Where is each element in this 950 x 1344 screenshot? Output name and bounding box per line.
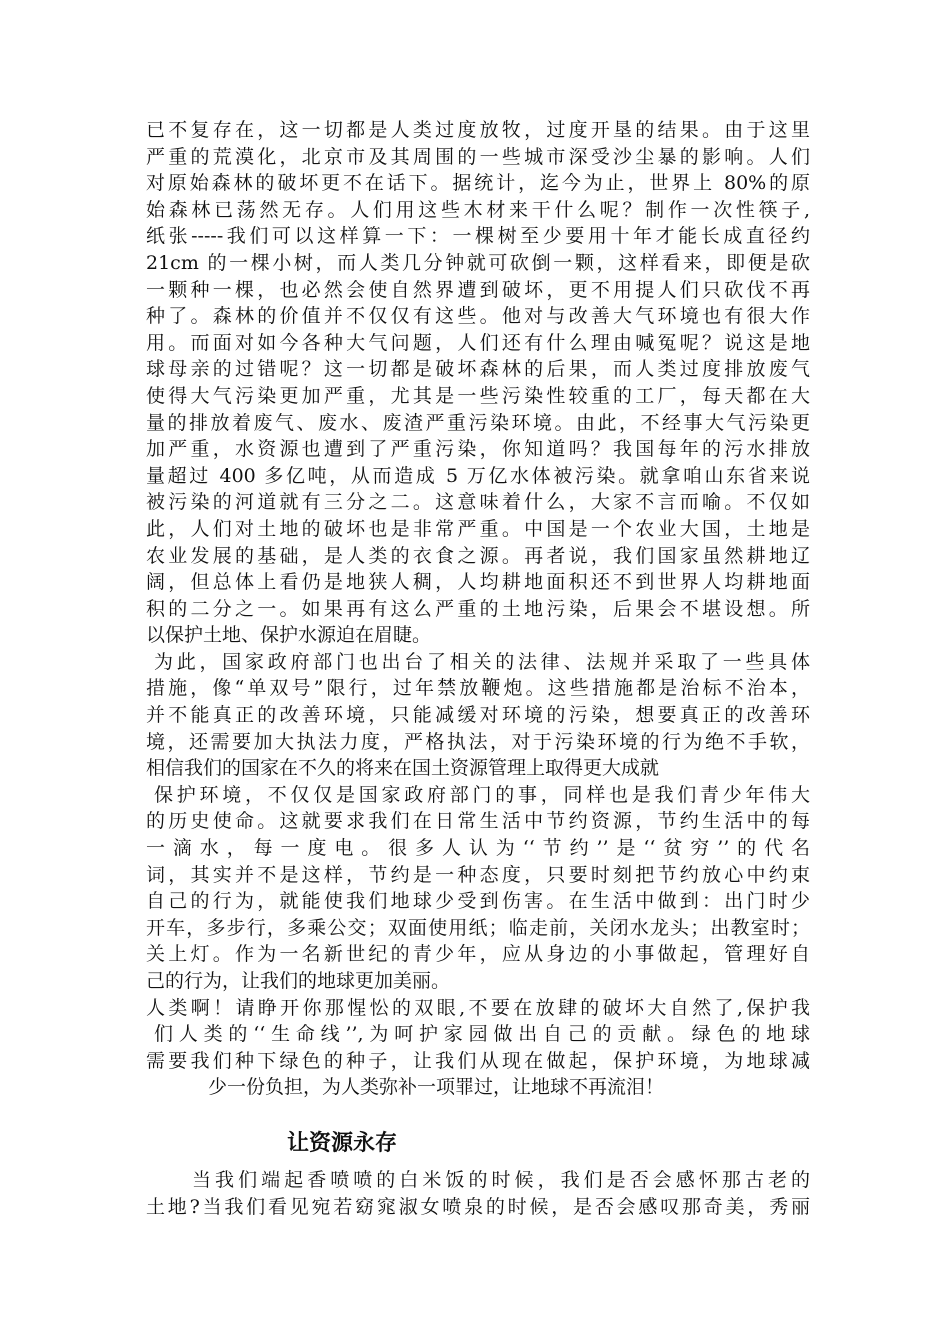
body-line: 此，人们对土地的破坏也是非常严重。中国是一个农业大国，土地是 (146, 517, 810, 540)
section2-text (146, 1167, 810, 1220)
body-line: 纸张-----我们可以这样算一下：一棵树至少要用十年才能长成直径约 (146, 225, 810, 248)
body-line: 自己的行为，就能使我们地球少受到伤害。在生活中做到：出门时少 (146, 890, 810, 913)
body-line: 境，还需要加大执法力度，严格执法，对于污染环境的行为绝不手软， (146, 730, 810, 753)
body-line: 用。而面对如今各种大气问题，人们还有什么理由喊冤呢？说这是地 (146, 331, 810, 354)
body-line: 量超过 400 多亿吨，从而造成 5 万亿水体被污染。就拿咱山东省来说 (146, 464, 810, 487)
body-line: 己的行为，让我们的地球更加美丽。 (146, 970, 451, 992)
body-line: 已不复存在，这一切都是人类过度放牧，过度开垦的结果。由于这里 (146, 119, 810, 141)
body-line: 少一份负担，为人类弥补一项罪过，让地球不再流泪！ (208, 1076, 665, 1099)
body-line: 开车，多步行，多乘公交；双面使用纸；临走前，关闭水龙头；出教室时； (146, 916, 810, 939)
body-line: 积的二分之一。如果再有这么严重的土地污染，后果会不堪设想。所 (146, 597, 810, 620)
body-line: 种了。森林的价值并不仅仅有这些。他对与改善大气环境也有很大作 (146, 305, 810, 328)
body-text (146, 117, 810, 1101)
body-line: 保护环境，不仅仅是国家政府部门的事，同样也是我们青少年伟大 (154, 783, 810, 806)
body-line: 词，其实并不是这样，节约是一种态度，只要时刻把节约放心中约束 (146, 863, 810, 886)
body-line: 量的排放着废气、废水、废渣严重污染环境。由此，不经事大气污染更 (146, 411, 810, 434)
body-line: 以保护土地、保护水源迫在眉睫。 (146, 624, 432, 647)
body-line: 21cm 的一棵小树，而人类几分钟就可砍倒一颗，这样看来，即便是砍 (146, 251, 810, 274)
body-line: 措施，像“单双号”限行，过年禁放鞭炮。这些措施都是治标不治本， (146, 677, 810, 700)
body-line: 当我们端起香喷喷的白米饭的时候，我们是否会感怀那古老的 (192, 1169, 810, 1191)
body-line: 加严重，水资源也遭到了严重污染，你知道吗？我国每年的污水排放 (146, 438, 810, 461)
body-line: 相信我们的国家在不久的将来在国土资源管理上取得更大成就 (146, 757, 660, 780)
section-title: 让资源永存 (287, 1130, 398, 1156)
body-line: 为此，国家政府部门也出台了相关的法律、法规并采取了一些具体 (154, 650, 810, 673)
body-line: 被污染的河道就有三分之二。这意味着什么，大家不言而喻。不仅如 (146, 491, 810, 514)
body-line: 的历史使命。这就要求我们在日常生活中节约资源，节约生活中的每 (146, 810, 810, 833)
body-line: 关上灯。作为一名新世纪的青少年，应从身边的小事做起，管理好自 (146, 943, 810, 966)
body-line: 并不能真正的改善环境，只能减缓对环境的污染，想要真正的改善环 (146, 704, 810, 727)
body-line: 们人类的‘‘生命线’’,为呵护家园做出自己的贡献。绿色的地球 (154, 1023, 810, 1046)
body-line: 人类啊！请睁开你那惺忪的双眼,不要在放肆的破坏大自然了,保护我 (146, 996, 810, 1019)
body-line: 使得大气污染更加严重，尤其是一些污染性较重的工厂，每天都在大 (146, 384, 810, 407)
body-line: 农业发展的基础，是人类的衣食之源。再者说，我们国家虽然耕地辽 (146, 544, 810, 567)
body-line: 一颗种一棵，也必然会使自然界遭到破坏，更不用提人们只砍伐不再 (146, 278, 810, 301)
body-line: 球母亲的过错呢？这一切都是破坏森林的后果，而人类过度排放废气 (146, 358, 810, 381)
body-line: 严重的荒漠化，北京市及其周围的一些城市深受沙尘暴的影响。人们 (146, 145, 810, 168)
body-line: 始森林已荡然无存。人们用这些木材来干什么呢？制作一次性筷子, (146, 198, 810, 221)
body-line: 土地?当我们看见宛若窈窕淑女喷泉的时候，是否会感叹那奇美，秀丽 (146, 1195, 810, 1218)
body-line: 对原始森林的破坏更不在话下。据统计，迄今为止，世界上 80%的原 (146, 172, 810, 195)
body-line: 一滴水，每一度电。很多人认为‘‘节约’’是‘‘贫穷’’的代名 (146, 837, 810, 860)
body-line: 需要我们种下绿色的种子，让我们从现在做起，保护环境，为地球减 (146, 1049, 810, 1072)
body-line: 阔，但总体上看仍是地狭人稠，人均耕地面积还不到世界人均耕地面 (146, 571, 810, 594)
